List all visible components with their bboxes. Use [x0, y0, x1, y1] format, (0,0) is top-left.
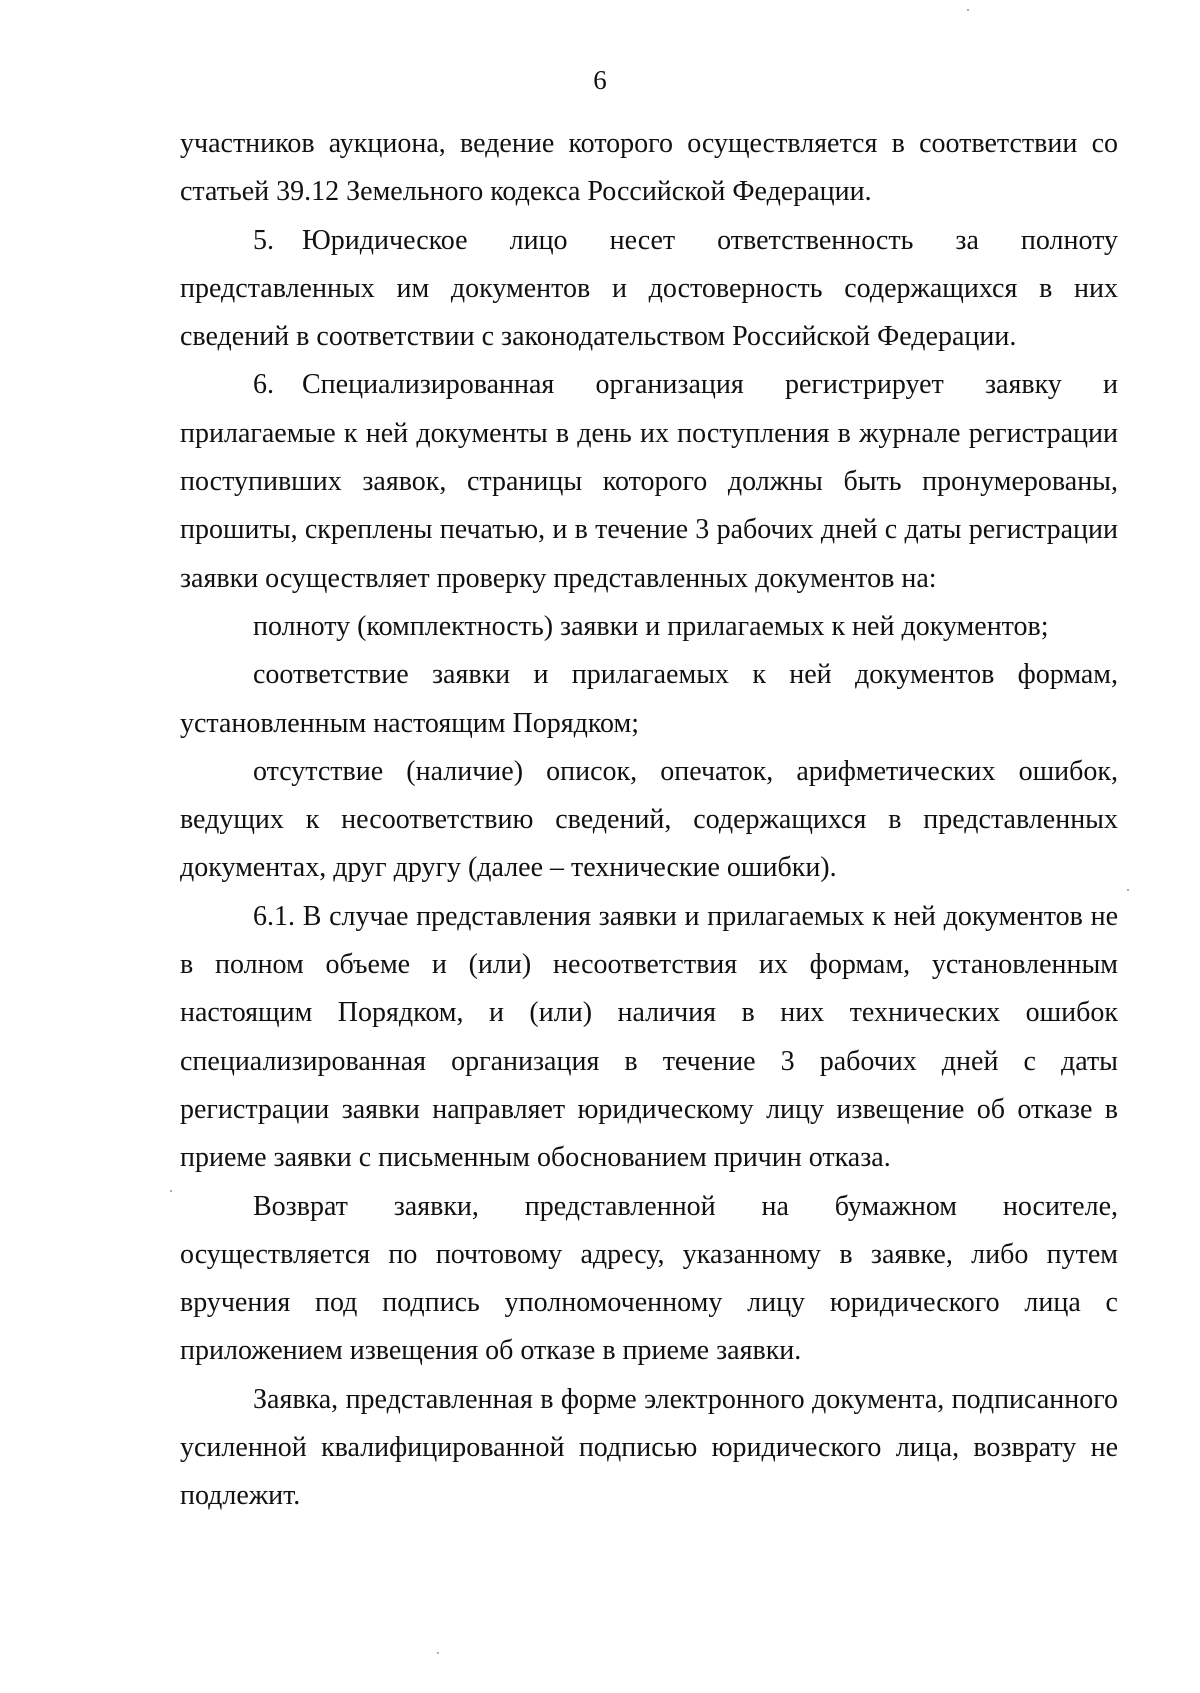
- scan-speck: [1127, 889, 1129, 891]
- paragraph-return-paper: Возврат заявки, представленной на бумажном носителе, осуществляется по почтовому адресу, указанному в заявке, либо путем вручения под подпись уполномоченному лицу юридического лица с приложением извещения об отказе в приеме заявки.: [180, 1190, 1118, 1367]
- paragraph-item-6-1: 6.1. В случае представления заявки и прилагаемых к ней документов не в полном объеме и (или) несоответствия их формам, установленным настоящим Порядком, и (или) наличия в них технических ошибок специализированная организация в течение 3 рабочих дней с даты регистрации заявки направляет юридическому лицу извещение об отказе в приеме заявки с письменным обоснованием причин отказа.: [180, 900, 1118, 1174]
- paragraph-continuation: участников аукциона, ведение которого осуществляется в соответствии со статьей 39.12 Земельного кодекса Российской Федерации.: [180, 128, 1118, 208]
- page-number: 6: [593, 65, 607, 95]
- scan-speck: [170, 1190, 172, 1192]
- paragraph-check-completeness: полноту (комплектность) заявки и прилагаемых к ней документов;: [253, 610, 1049, 642]
- paragraph-check-forms: соответствие заявки и прилагаемых к ней документов формам, установленным настоящим Порядком;: [180, 659, 1118, 739]
- paragraph-item-6: 6. Специализированная организация регистрирует заявку и прилагаемые к ней документы в день их поступления в журнале регистрации поступивших заявок, страницы которого должны быть пронумерованы, прошиты, скреплены печатью, и в течение 3 рабочих дней с даты регистрации заявки осуществляет проверку представленных документов на:: [180, 369, 1118, 594]
- scan-speck: [437, 1652, 439, 1654]
- scan-speck: [967, 9, 969, 11]
- paragraph-item-5: 5. Юридическое лицо несет ответственность за полноту представленных им документов и достоверность содержащихся в них сведений в соответствии с законодательством Российской Федерации.: [180, 224, 1118, 353]
- paragraph-electronic-application: Заявка, представленная в форме электронного документа, подписанного усиленной квалифицированной подписью юридического лица, возврату не подлежит.: [180, 1383, 1118, 1512]
- paragraph-check-errors: отсутствие (наличие) описок, опечаток, арифметических ошибок, ведущих к несоответствию сведений, содержащихся в представленных документах, друг другу (далее – технические ошибки).: [180, 755, 1118, 884]
- document-body: [180, 120, 1118, 1521]
